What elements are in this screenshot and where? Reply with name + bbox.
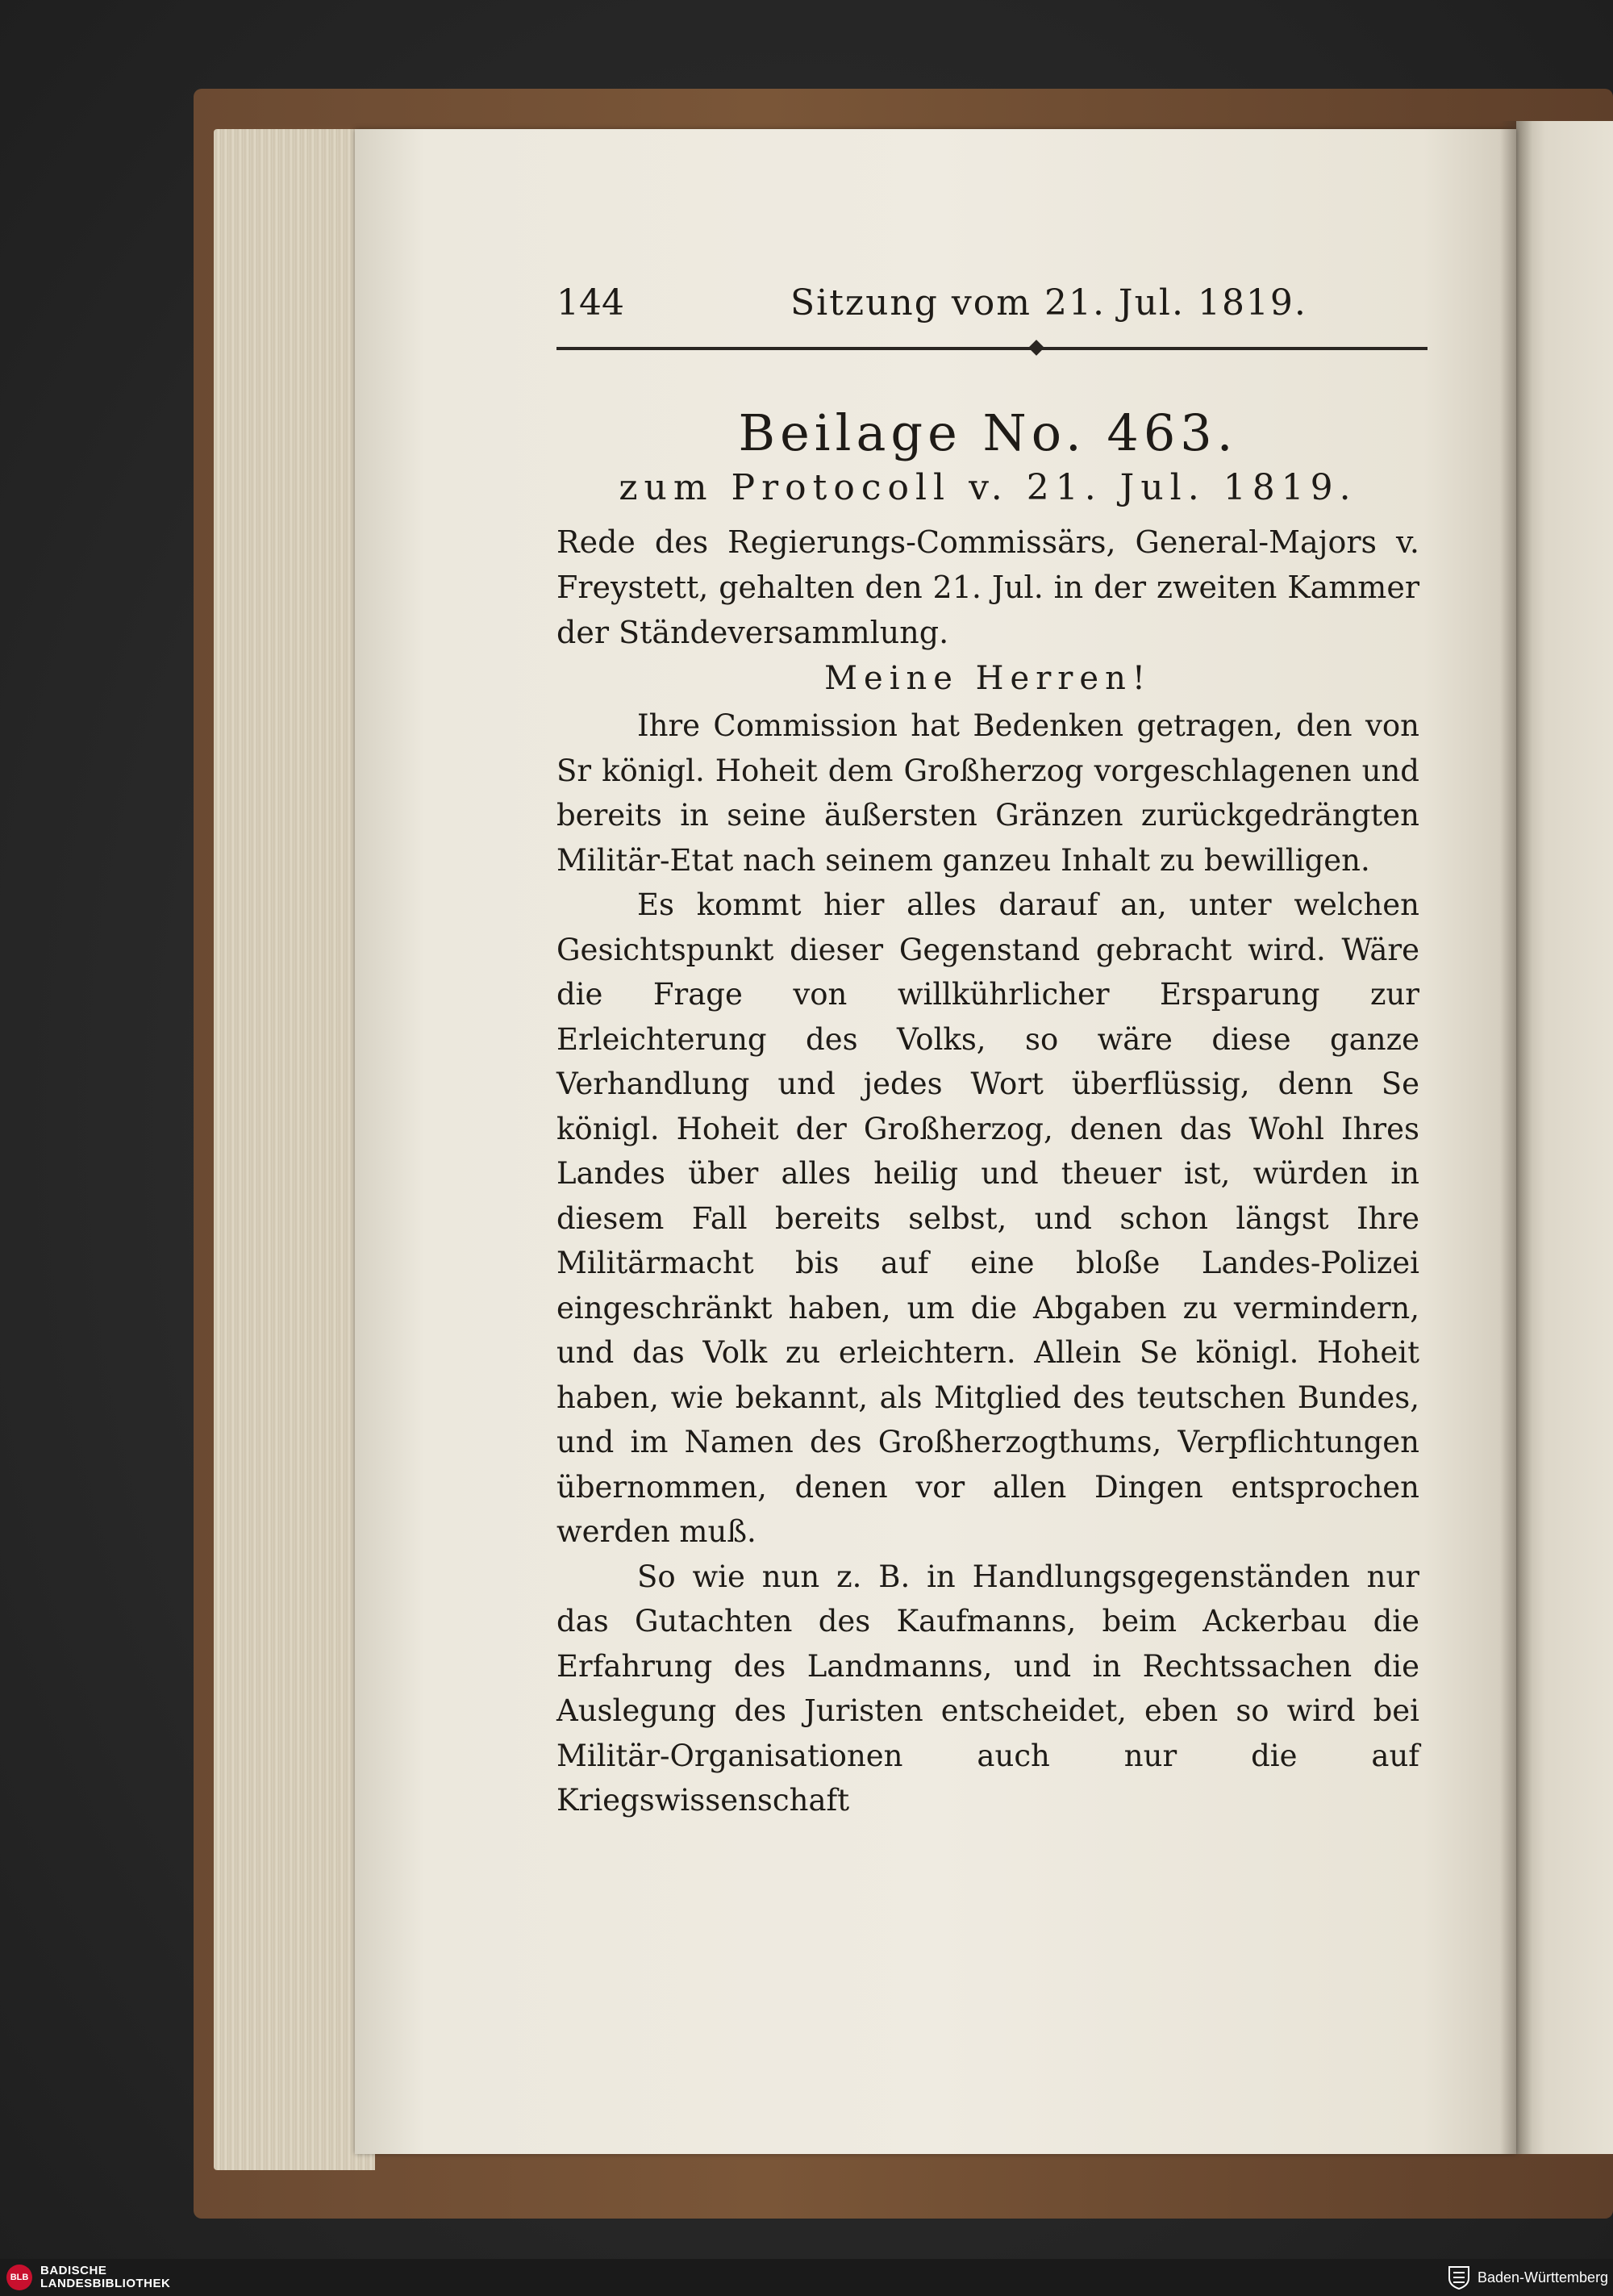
header-rule xyxy=(556,347,1428,350)
page-header xyxy=(556,274,1419,331)
state-name: Baden-Württemberg xyxy=(1478,2269,1609,2286)
page-gutter xyxy=(1500,121,1532,2154)
paragraph: Ihre Commission hat Bedenken getragen, den von Sr königl. Hoheit dem Großherzog vorgeschlagenen und bereits in seine äußersten Gränzen zurückgedrängten Militär-Etat nach seinem ganzeu Inhalt zu bewilligen. xyxy=(556,708,1419,878)
library-name-line1: BADISCHE xyxy=(40,2264,107,2277)
header-rule-ornament xyxy=(1028,340,1044,356)
running-head: Sitzung vom 21. Jul. 1819. xyxy=(790,282,1307,324)
appendix-title: Beilage No. 463. xyxy=(738,403,1238,462)
speech-heading: Rede des Regierungs-Commissärs, General-Majors v. Freystett, gehalten den 21. Jul. in der zweiten Kammer der Ständeversammlung. xyxy=(556,524,1419,650)
page-edge-stack xyxy=(214,129,375,2170)
paragraph: So wie nun z. B. in Handlungsgegenständen nur das Gutachten des Kaufmanns, beim Ackerbau die Erfahrung des Landmanns, und in Rechtssachen die Auslegung des Juristen entscheidet, eben so wird bei Militär-Organisationen auch nur die auf Kriegswissenschaft xyxy=(556,1559,1419,1818)
blb-logo-icon xyxy=(6,2265,32,2290)
bw-coat-of-arms-icon xyxy=(1448,2265,1470,2290)
page-number: 144 xyxy=(556,282,624,324)
salutation: Meine Herren! xyxy=(824,660,1152,697)
footer-bar xyxy=(0,2259,1613,2296)
protocol-reference: zum Protocoll v. 21. Jul. 1819. xyxy=(619,467,1357,508)
paragraph: Es kommt hier alles darauf an, unter welchen Gesichtspunkt dieser Gegenstand gebracht wird. Wäre die Frage von willkührlicher Ersparung zur Erleichterung des Volks, so wäre diese ganze Verhandlung und jedes Wort überflüssig, denn Se königl. Hoheit der Großherzog, denen das Wohl Ihres Landes über alles heilig und theuer ist, würden in diesem Fall bereits selbst, und schon längst Ihre Militärmacht bis auf eine bloße Landes-Polizei eingeschränkt haben, um die Abgaben zu vermindern, und das Volk zu erleichtern. Allein Se königl. Hoheit haben, wie bekannt, als Mitglied des teutschen Bundes, und im Namen des Großherzogthums, Verpflichtungen übernommen, denen vor allen Dingen entsprochen werden muß. xyxy=(556,887,1419,1549)
library-name xyxy=(40,2265,170,2290)
library-name-line2: LANDESBIBLIOTHEK xyxy=(40,2277,171,2290)
blb-logo-text: BLB xyxy=(10,2273,29,2282)
page-text xyxy=(556,274,1419,1823)
